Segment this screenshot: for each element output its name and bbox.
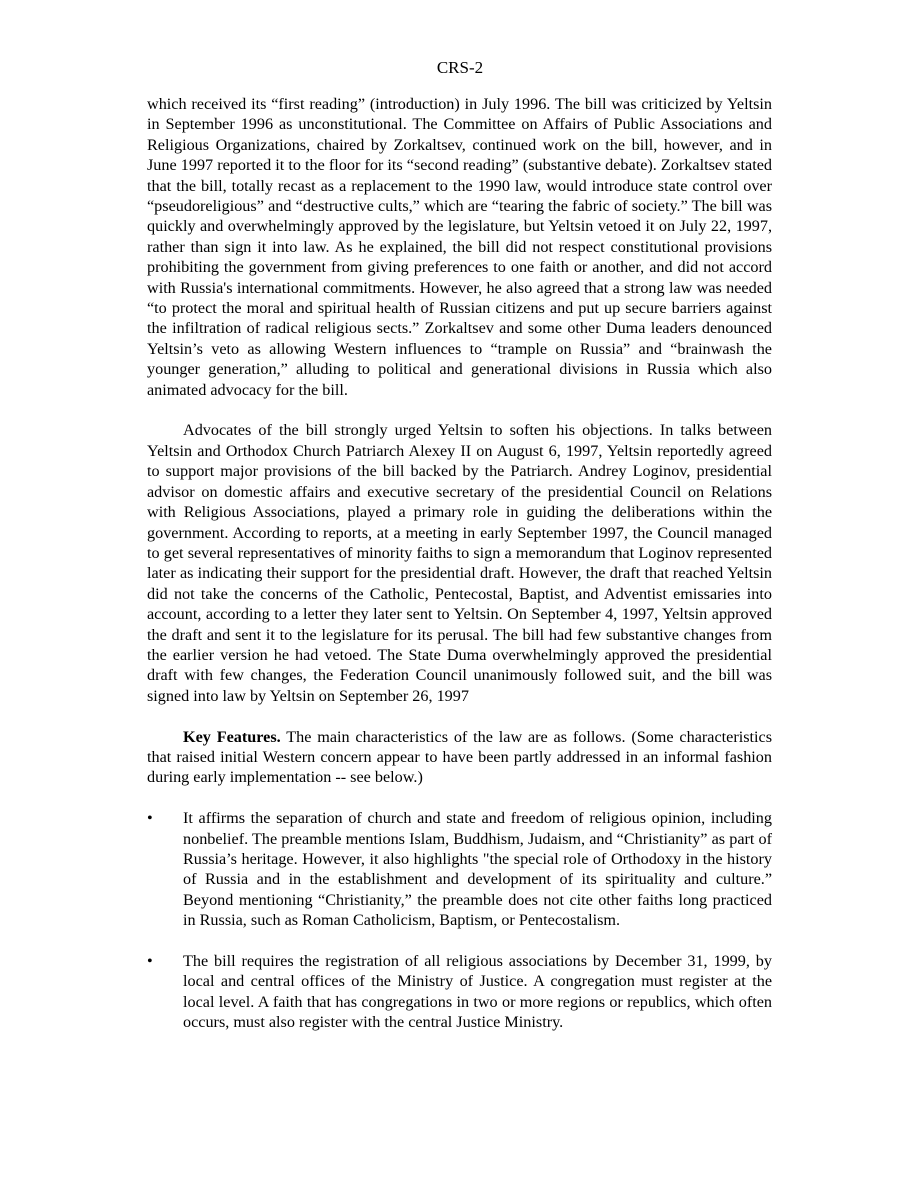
paragraph-continuation: which received its “first reading” (introduction) in July 1996. The bill was criticized by Yeltsin in September 1996 as unconstitutional. The Committee on Affairs of Public Associations and Religious Organizations, chaired by Zorkaltsev, continued work on the bill, however, and in June 1997 reported it to the floor for its “second reading” (substantive debate). Zorkaltsev stated that the bill, totally recast as a replacement to the 1990 law, would introduce state control over “pseudoreligious” and “destructive cults,” which are “tearing the fabric of society.” The bill was quickly and overwhelmingly approved by the legislature, but Yeltsin vetoed it on July 22, 1997, rather than sign it into law. As he explained, the bill did not respect constitutional provisions prohibiting the government from giving preferences to one faith or another, and did not accord with Russia's international commitments. However, he also agreed that a strong law was needed “to protect the moral and spiritual health of Russian citizens and put up secure barriers against the infiltration of radical religious sects.” Zorkaltsev and some other Duma leaders denounced Yeltsin’s veto as allowing Western influences to “trample on Russia” and “brainwash the younger generation,” alluding to political and generational divisions in Russia which also animated advocacy for the bill. <box>147 95 772 399</box>
paragraph-key-features <box>147 727 772 788</box>
list-item <box>147 808 772 930</box>
key-features-heading: Key Features. <box>183 727 281 746</box>
key-features-text: The main characteristics of the law are as follows. (Some characteristics that raised initial Western concern appear to have been partly addressed in an informal fashion during early implementation -- see below.) <box>147 727 772 787</box>
list-item-text: It affirms the separation of church and state and freedom of religious opinion, including nonbelief. The preamble mentions Islam, Buddhism, Judaism, and “Christianity” as part of Russia’s heritage. However, it also highlights "the special role of Orthodoxy in the history of Russia and in the establishment and development of its spirituality and culture.” Beyond mentioning “Christianity,” the preamble does not cite other faiths long practiced in Russia, such as Roman Catholicism, Baptism, or Pentecostalism. <box>183 809 772 930</box>
list-item-text: The bill requires the registration of all religious associations by December 31, 1999, by local and central offices of the Ministry of Justice. A congregation must register at the local level. A faith that has congregations in two or more regions or republics, which often occurs, must also register with the central Justice Ministry. <box>183 952 772 1032</box>
bullet-icon: • <box>147 952 153 970</box>
bullet-icon: • <box>147 809 153 828</box>
list-item <box>147 951 772 1033</box>
document-body <box>147 94 772 1033</box>
page-header: CRS-2 <box>436 58 484 77</box>
features-list <box>147 808 772 1032</box>
paragraph-advocates: Advocates of the bill strongly urged Yeltsin to soften his objections. In talks between Yeltsin and Orthodox Church Patriarch Alexey II on August 6, 1997, Yeltsin reportedly agreed to support major provisions of the bill backed by the Patriarch. Andrey Loginov, presidential advisor on domestic affairs and executive secretary of the presidential Council on Relations with Religious Associations, played a primary role in guiding the deliberations within the government. According to reports, at a meeting in early September 1997, the Council managed to get several representatives of minority faiths to sign a memorandum that Loginov represented later as indicating their support for the presidential draft. However, the draft that reached Yeltsin did not take the concerns of the Catholic, Pentecostal, Baptist, and Adventist emissaries into account, according to a letter they later sent to Yeltsin. On September 4, 1997, Yeltsin approved the draft and sent it to the legislature for its perusal. The bill had few substantive changes from the earlier version he had vetoed. The State Duma overwhelmingly approved the presidential draft with few changes, the Federation Council unanimously followed suit, and the bill was signed into law by Yeltsin on September 26, 1997 <box>147 421 772 705</box>
